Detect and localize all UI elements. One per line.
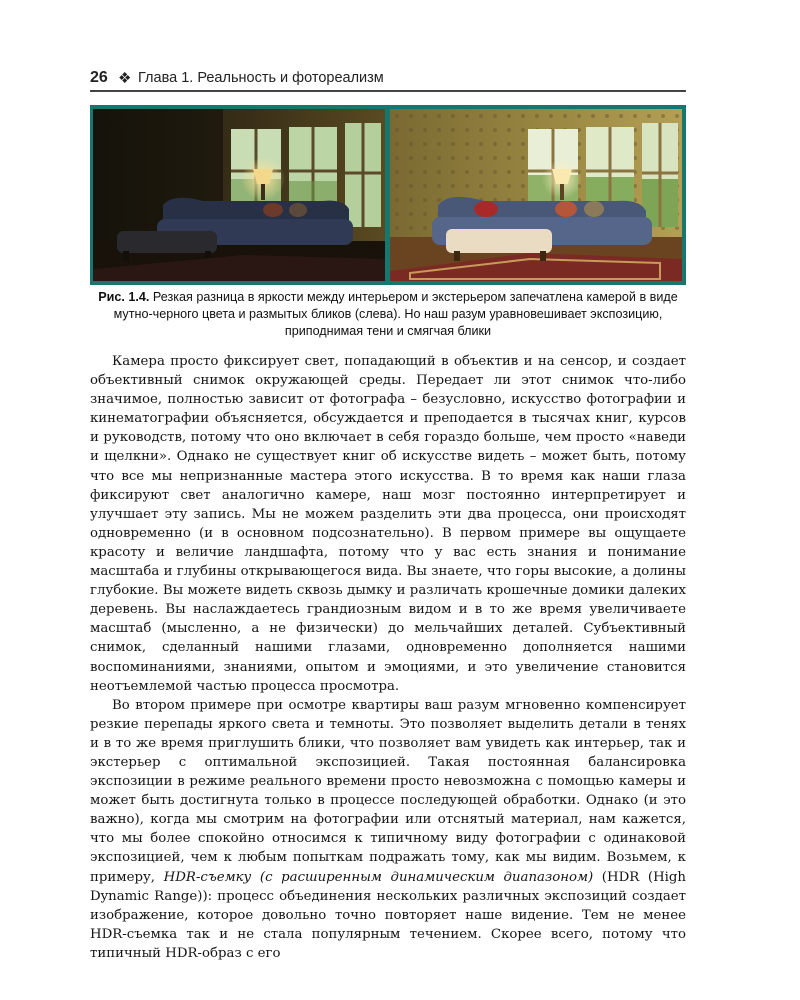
hdr-interior-photo-icon: [390, 109, 682, 281]
dark-interior-photo-icon: [93, 109, 385, 281]
figure-caption: [90, 289, 686, 340]
page-number: 26: [90, 69, 108, 86]
chapter-title: Глава 1. Реальность и фотореализм: [138, 70, 384, 86]
header-rule: [90, 90, 686, 92]
paragraph-text: Во втором примере при осмотре квартиры ваш разум мгновенно компенсирует резкие перепады яркого света и темноты. Это позволяет выделить детали в тенях и в то же время приглушить блики, что позволяет вам увидеть как интерьер, так и экстерьер с оптимальной экспозицией. Такая постоянная балансировка экспозиции в режиме реального времени просто невозможна с помощью камеры и может быть достигнута только в процессе последующей обработки. Однако (и это важно), когда мы смотрим на фотографии или отснятый материал, нам кажется, что мы более спокойно относимся к типичному виду фотографии с одинаковой экспозицией, чем к любым попыткам подражать тому, как мы видим. Возьмем, к примеру,: [90, 697, 686, 885]
paragraph-text: (HDR (High Dynamic Range)): процесс объединения нескольких различных экспозиций создает изображение, которое довольно точно повторяет наше видение. Тем не менее HDR-съемка так и не стала популярным течением. Скорее всего, потому что типичный HDR-образ с его: [90, 869, 686, 961]
caption-label: Рис. 1.4.: [98, 290, 150, 304]
term-emphasis: HDR-съемку (с расширенным динамическим диапазоном): [163, 869, 594, 885]
running-header: [90, 66, 686, 88]
caption-text: Резкая разница в яркости между интерьером и экстерьером запечатлена камерой в виде мутно-черного цвета и размытых бликов (слева). Но наш разум уравновешивает экспозицию, приподнимая тени и смягчая блики: [113, 290, 678, 338]
paragraph: [90, 696, 686, 963]
body-text: [90, 352, 686, 963]
figure-1-4: [90, 105, 686, 285]
ornament-icon: ❖: [118, 70, 132, 87]
paragraph: Камера просто фиксирует свет, попадающий в объектив и на сенсор, и создает объективный снимок окружающей среды. Передает ли этот снимок что-либо значимое, полностью зависит от фотографа – безусловно, искусство фотографии и кинематографии объясняется, обсуждается и преподается в тысячах книг, курсов и руководств, потому что оно включает в себя гораздо больше, чем просто «наведи и щелкни». Однако не существует книг об искусстве видеть – может быть, потому что все мы непризнанные мастера этого искусства. В то время как наши глаза фиксируют свет аналогично камере, наш мозг постоянно интерпретирует и улучшает эту запись. Мы не можем разделить эти два процесса, они происходят одновременно (и в основном подсознательно). В первом примере вы ощущаете красоту и величие ландшафта, потому что у вас есть знания и понимание масштаба и глубины открывающегося вида. Вы знаете, что горы высокие, а долины глубокие. Вы можете видеть сквозь дымку и различать крошечные домики далеких деревень. Вы наслаждаетесь грандиозным видом и в то же время увеличиваете масштаб (мысленно, а не физически) до мельчайших деталей. Субъективный снимок, сделанный нашими глазами, одновременно дополняется нашими воспоминаниями, знаниями, опытом и эмоциями, и это увеличение становится неотъемлемой частью процесса просмотра.: [90, 354, 686, 694]
